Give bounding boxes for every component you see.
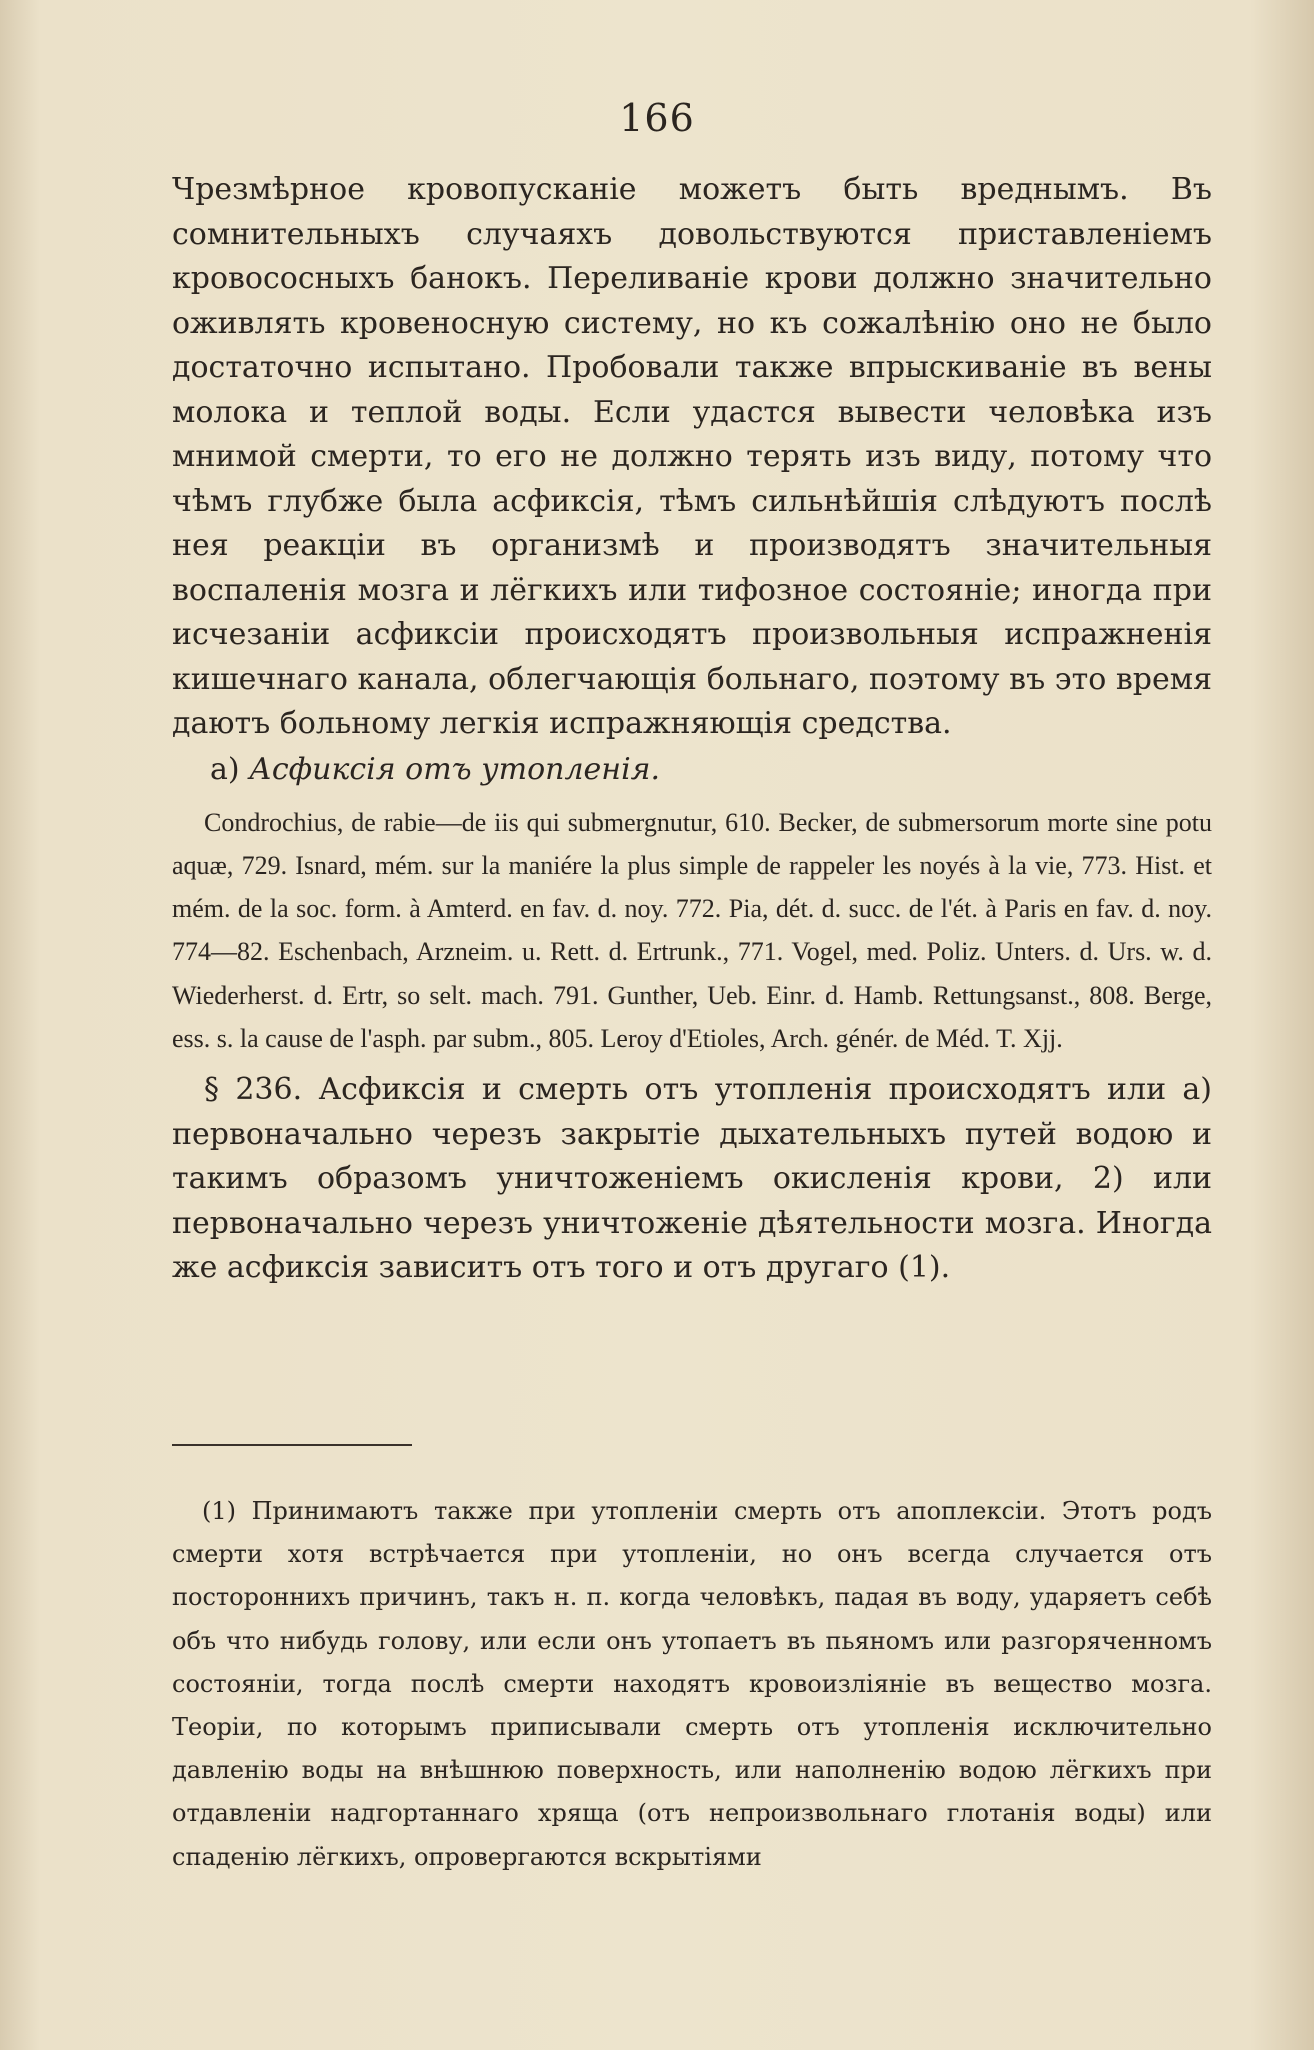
footnote-divider: [172, 1444, 412, 1446]
subsection-heading: [172, 747, 1212, 793]
intro-paragraph: Чрезмѣрное кровопусканіе можетъ быть вреднымъ. Въ сомнительныхъ случаяхъ довольствуются приставленіемъ кровососныхъ банокъ. Переливаніе крови должно значительно оживлять кровеносную систему, но къ сожалѣнію оно не было достаточно испытано. Пробовали также впрыскиваніе въ вены молока и теплой воды. Если удастся вывести человѣка изъ мнимой смерти, то его не должно терять изъ виду, потому что чѣмъ глубже была асфиксія, тѣмъ сильнѣйшія слѣдуютъ послѣ нея реакціи въ организмѣ и производятъ значительныя воспаленія мозга и лёгкихъ или тифозное состояніе; иногда при исчезаніи асфиксіи происходятъ произвольныя испражненія кишечнаго канала, облегчающія больнаго, поэтому въ это время даютъ больному легкія испражняющія средства.: [172, 172, 1212, 741]
references-paragraph: Condrochius, de rabie—de iis qui submergnutur, 610. Becker, de submersorum morte sine potu aquæ, 729. Isnard, mém. sur la maniére la plus simple de rappeler les noyés à la vie, 773. Hist. et mém. de la soc. form. à Amterd. en fav. d. noy. 772. Pia, dét. d. succ. de l'ét. à Paris en fav. d. noy. 774—82. Eschenbach, Arzneim. u. Rett. d. Ertrunk., 771. Vogel, med. Poliz. Unters. d. Urs. w. d. Wiederherst. d. Ertr, so selt. mach. 791. Gunther, Ueb. Einr. d. Hamb. Rettungsanst., 808. Berge, ess. s. la cause de l'asph. par subm., 805. Leroy d'Etioles, Arch. génér. de Méd. T. Xjj.: [172, 807, 1212, 1053]
heading-marker: а): [210, 751, 240, 787]
section-paragraph: § 236. Асфиксія и смерть отъ утопленія происходятъ или а) первоначально черезъ закрытіе дыхательныхъ путей водою и такимъ образомъ уничтоженіемъ окисленія крови, 2) или первоначально черезъ уничтоженіе дѣятельности мозга. Иногда же асфиксія зависитъ отъ того и отъ другаго (1).: [172, 1072, 1212, 1286]
heading-title: Асфиксія отъ утопленія.: [249, 751, 661, 787]
main-text: [172, 168, 1212, 1291]
page-number: 166: [619, 96, 695, 140]
footnote: (1) Принимаютъ также при утопленіи смерть отъ апоплексіи. Этотъ родъ смерти хотя встрѣчается при утопленіи, но онъ всегда случается отъ постороннихъ причинъ, такъ н. п. когда человѣкъ, падая въ воду, ударяетъ себѣ объ что нибудь голову, или если онъ утопаетъ въ пьяномъ или разгоряченномъ состояніи, тогда послѣ смерти находятъ кровоизліяніе въ вещество мозга. Теоріи, по которымъ приписывали смерть отъ утопленія исключительно давленію воды на внѣшнюю поверхность, или наполненію водою лёгкихъ при отдавленіи надгортаннаго хряща (отъ непроизвольнаго глотанія воды) или спаденію лёгкихъ, опровергаются вскрытіями: [172, 1497, 1212, 1871]
